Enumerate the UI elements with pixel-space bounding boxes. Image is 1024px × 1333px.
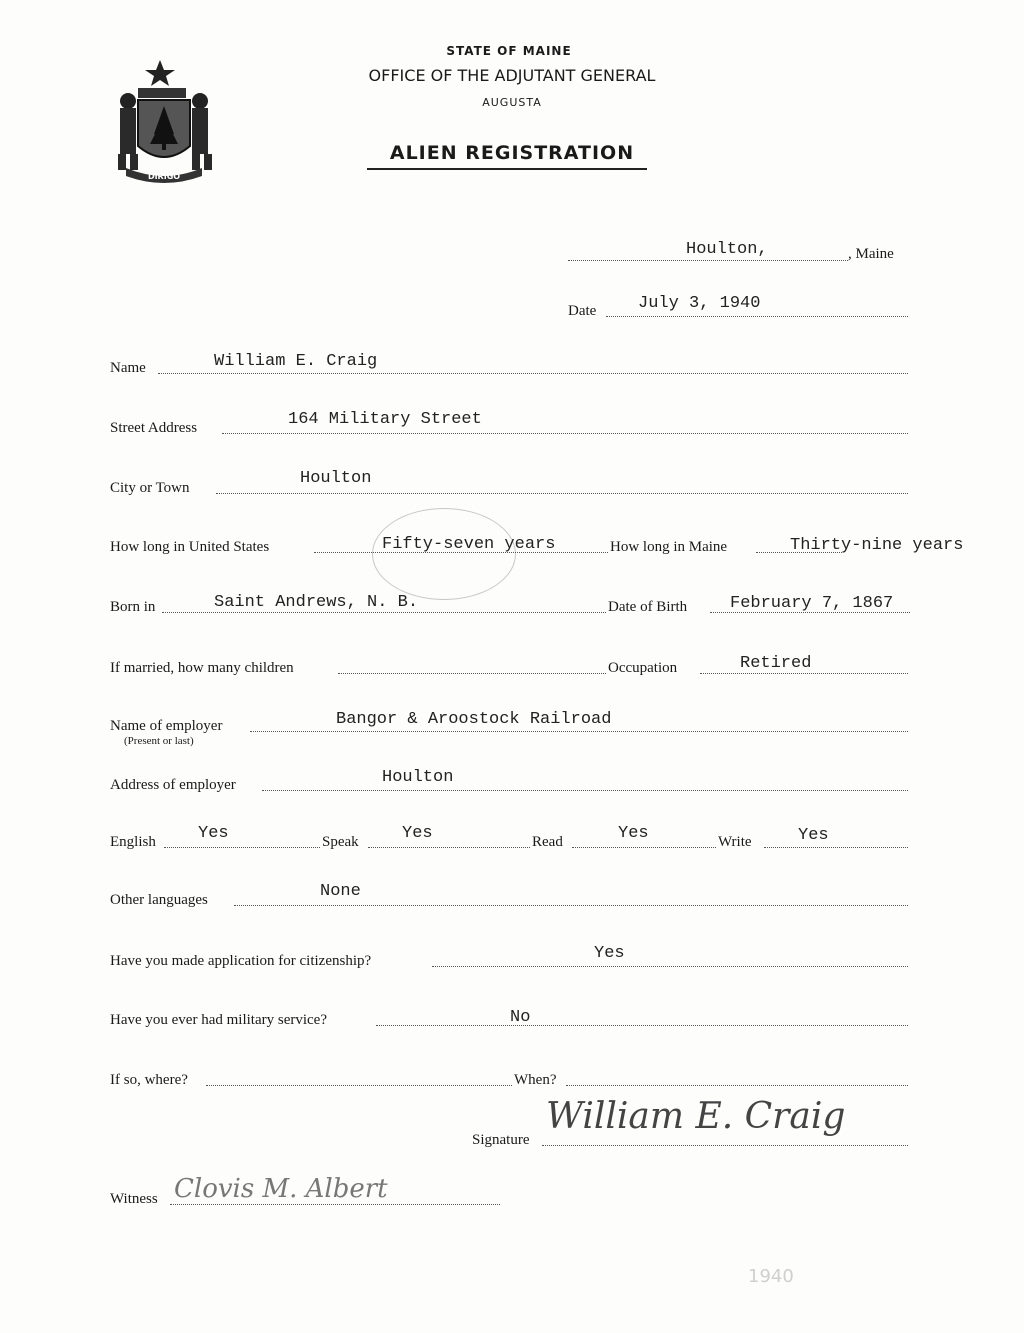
other-languages-label: Other languages [110, 892, 208, 908]
when-line [566, 1085, 908, 1086]
military-label: Have you ever had military service? [110, 1012, 327, 1028]
employer-address-value: Houlton [382, 768, 454, 787]
name-label: Name [110, 360, 146, 376]
city-line [216, 493, 908, 494]
us-years-value: Fifty-seven years [382, 535, 556, 554]
svg-text:DIRIGO: DIRIGO [147, 172, 181, 181]
read-value: Yes [618, 824, 649, 843]
military-line [376, 1025, 908, 1026]
other-languages-line [234, 905, 908, 906]
speak-value: Yes [402, 824, 433, 843]
location-suffix: , Maine [848, 246, 894, 262]
witness-label: Witness [110, 1191, 158, 1207]
signature-label: Signature [472, 1132, 530, 1148]
other-languages-value: None [320, 882, 361, 901]
street-line [222, 433, 908, 434]
state-heading: STATE OF MAINE [446, 44, 572, 58]
english-label: English [110, 834, 156, 850]
military-value: No [510, 1008, 531, 1027]
write-line [764, 847, 908, 848]
citizenship-value: Yes [594, 944, 625, 963]
dob-label: Date of Birth [608, 599, 688, 615]
occupation-line [700, 673, 908, 674]
office-heading: OFFICE OF THE ADJUTANT GENERAL [368, 66, 656, 85]
employer-address-label: Address of employer [110, 777, 236, 793]
when-label: When? [514, 1072, 557, 1088]
born-in-label: Born in [110, 599, 156, 615]
witness-handwriting: Clovis M. Albert [174, 1174, 388, 1204]
english-line [164, 847, 320, 848]
city-heading: AUGUSTA [482, 96, 542, 109]
location-line [568, 260, 848, 261]
title-underline [367, 168, 647, 170]
witness-line [170, 1204, 500, 1205]
children-label: If married, how many children [110, 660, 294, 676]
write-label: Write [718, 834, 752, 850]
read-label: Read [532, 834, 563, 850]
pencil-circle-mark [372, 508, 516, 600]
speak-line [368, 847, 530, 848]
employer-line [250, 731, 908, 732]
born-in-value: Saint Andrews, N. B. [214, 593, 419, 612]
date-value: July 3, 1940 [638, 294, 761, 313]
dob-value: February 7, 1867 [730, 594, 894, 613]
city-value: Houlton [300, 469, 372, 488]
employer-sublabel: (Present or last) [124, 735, 194, 747]
citizenship-label: Have you made application for citizenship? [110, 953, 372, 969]
born-in-line [162, 612, 606, 613]
location-value: Houlton, [686, 240, 768, 259]
street-value: 164 Military Street [288, 410, 482, 429]
employer-value: Bangor & Aroostock Railroad [336, 710, 612, 729]
occupation-value: Retired [740, 654, 812, 673]
signature-handwriting: William E. Craig [546, 1096, 846, 1137]
where-line [206, 1085, 512, 1086]
date-line [606, 316, 908, 317]
read-line [572, 847, 716, 848]
signature-line [542, 1145, 908, 1146]
us-years-label: How long in United States [110, 539, 270, 555]
children-line [338, 673, 606, 674]
date-label: Date [568, 303, 597, 319]
form-title: ALIEN REGISTRATION [389, 142, 635, 164]
english-value: Yes [198, 824, 229, 843]
street-label: Street Address [110, 420, 198, 436]
employer-label: Name of employer [110, 718, 223, 734]
name-line [158, 373, 908, 374]
write-value: Yes [798, 826, 829, 845]
citizenship-line [432, 966, 908, 967]
city-label: City or Town [110, 480, 190, 496]
occupation-label: Occupation [608, 660, 678, 676]
maine-years-value: Thirty-nine years [790, 536, 964, 555]
maine-years-label: How long in Maine [610, 539, 728, 555]
employer-address-line [262, 790, 908, 791]
where-label: If so, where? [110, 1072, 188, 1088]
name-value: William E. Craig [214, 352, 378, 371]
received-stamp: 1940 [748, 1266, 794, 1287]
speak-label: Speak [322, 834, 359, 850]
